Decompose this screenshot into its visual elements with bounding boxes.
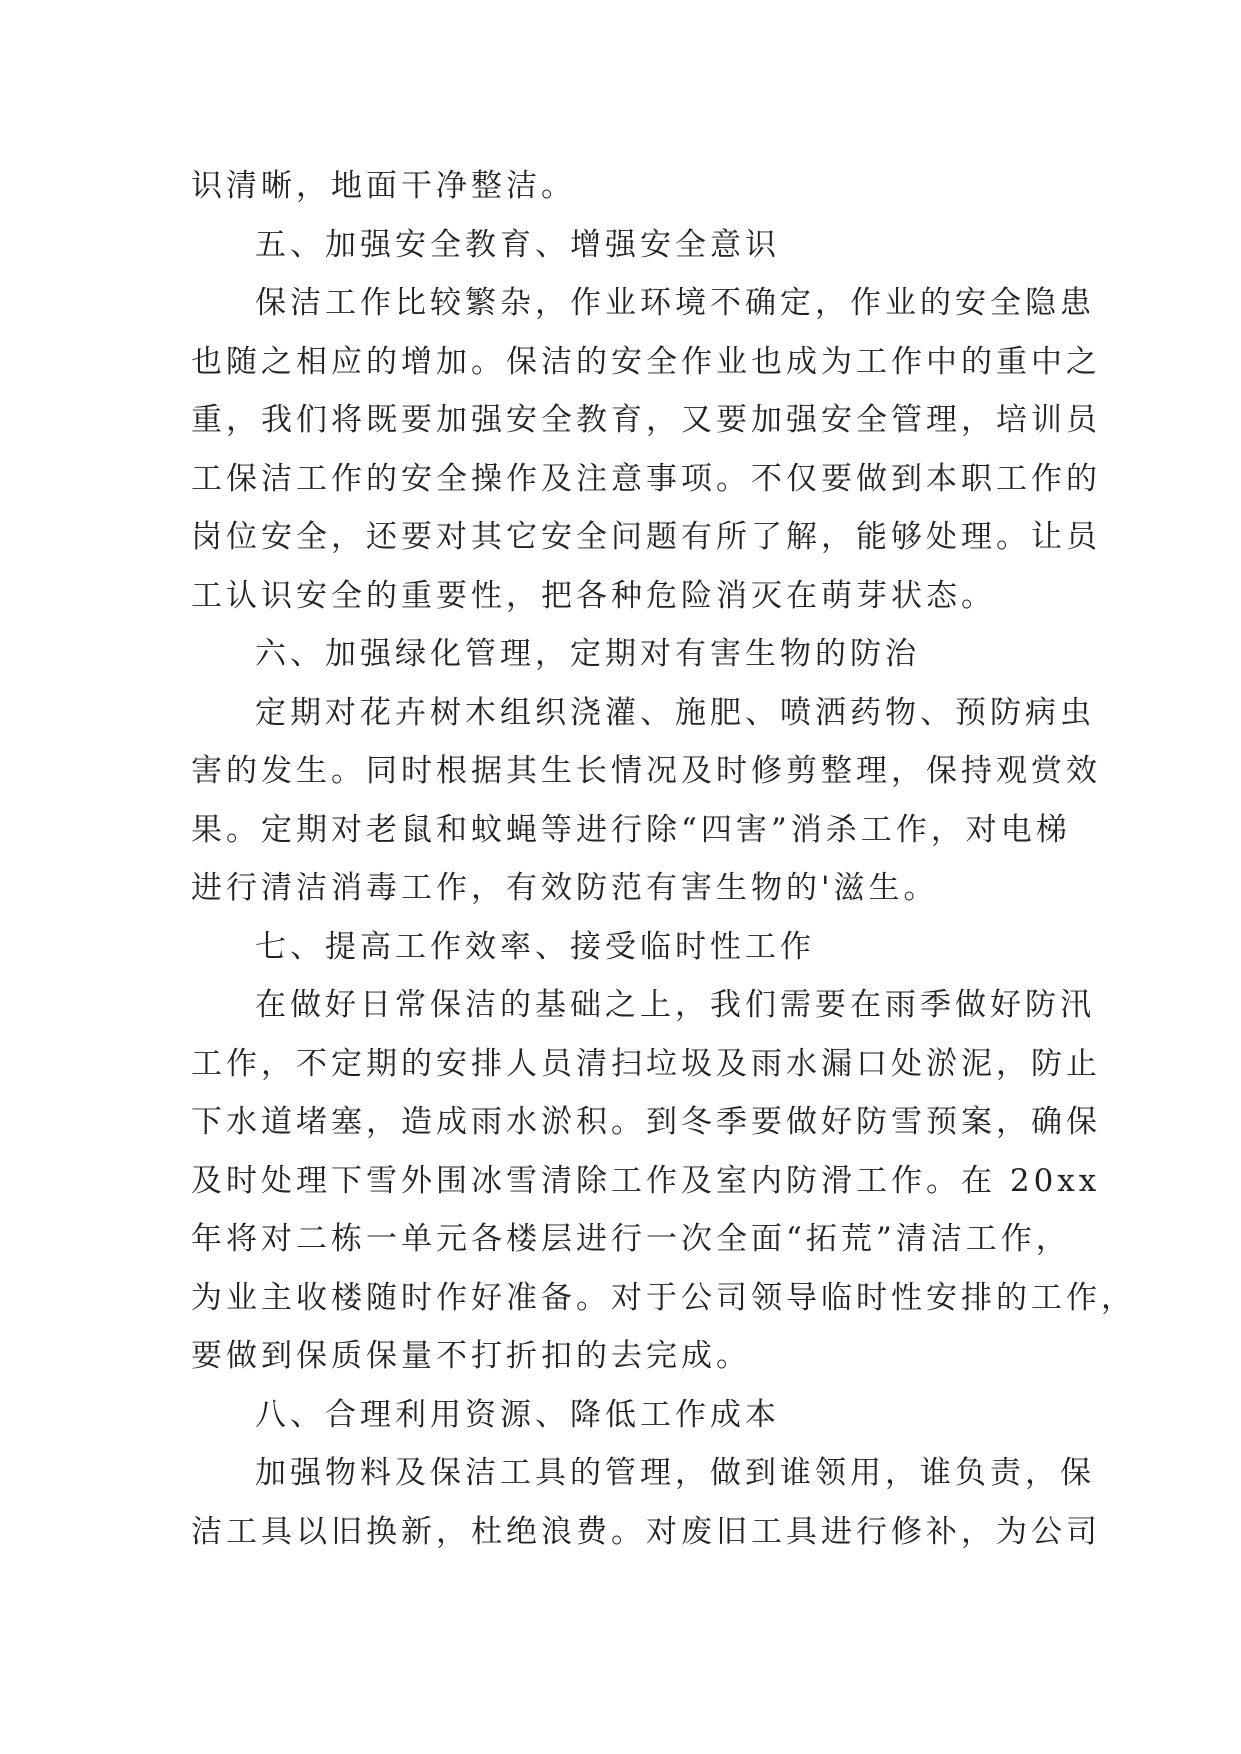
paragraph-line: 也随之相应的增加。保洁的安全作业也成为工作中的重中之: [191, 343, 1101, 380]
paragraph-line: 定期对花卉树木组织浇灌、施肥、喷洒药物、预防病虫: [255, 694, 1095, 731]
paragraph-line: 岗位安全，还要对其它安全问题有所了解，能够处理。让员: [191, 519, 1101, 555]
section-heading: 六、加强绿化管理，定期对有害生物的防治: [255, 636, 920, 672]
paragraph-line: 害的发生。同时根据其生长情况及时修剪整理，保持观赏效: [191, 753, 1101, 789]
paragraph-line: 工作，不定期的安排人员清扫垃圾及雨水漏口处淤泥，防止: [191, 1045, 1101, 1082]
paragraph-line: 及时处理下雪外围冰雪清除工作及室内防滑工作。在 20xx: [191, 1162, 1101, 1199]
document-body: [191, 157, 1136, 1561]
section-heading: 七、提高工作效率、接受临时性工作: [255, 928, 815, 965]
section-heading: 五、加强安全教育、增强安全意识: [255, 226, 780, 263]
paragraph-line: 果。定期对老鼠和蚊蝇等进行除“四害”消杀工作，对电梯: [191, 811, 1071, 848]
paragraph-line: 在做好日常保洁的基础之上，我们需要在雨季做好防汛: [255, 987, 1095, 1023]
paragraph-line: 进行清洁消毒工作，有效防范有害生物的'滋生。: [191, 870, 939, 906]
paragraph-line: 年将对二栋一单元各楼层进行一次全面“拓荒”清洁工作，: [191, 1221, 1071, 1257]
paragraph-line: 下水道堵塞，造成雨水淤积。到冬季要做好防雪预案，确保: [191, 1104, 1101, 1140]
paragraph-line: 工保洁工作的安全操作及注意事项。不仅要做到本职工作的: [191, 460, 1101, 497]
paragraph-line: 为业主收楼随时作好准备。对于公司领导临时性安排的工作，: [191, 1279, 1136, 1316]
paragraph-line: 要做到保质保量不打折扣的去完成。: [191, 1338, 751, 1374]
section-heading: 八、合理利用资源、降低工作成本: [255, 1396, 780, 1433]
paragraph-line: 加强物料及保洁工具的管理，做到谁领用，谁负责，保: [255, 1455, 1095, 1491]
text-line: 识清晰，地面干净整洁。: [191, 168, 576, 204]
paragraph-line: 洁工具以旧换新，杜绝浪费。对废旧工具进行修补，为公司: [191, 1513, 1101, 1550]
paragraph-line: 保洁工作比较繁杂，作业环境不确定，作业的安全隐患: [255, 285, 1095, 321]
paragraph-line: 工认识安全的重要性，把各种危险消灭在萌芽状态。: [191, 577, 996, 614]
paragraph-line: 重，我们将既要加强安全教育，又要加强安全管理，培训员: [191, 402, 1101, 438]
